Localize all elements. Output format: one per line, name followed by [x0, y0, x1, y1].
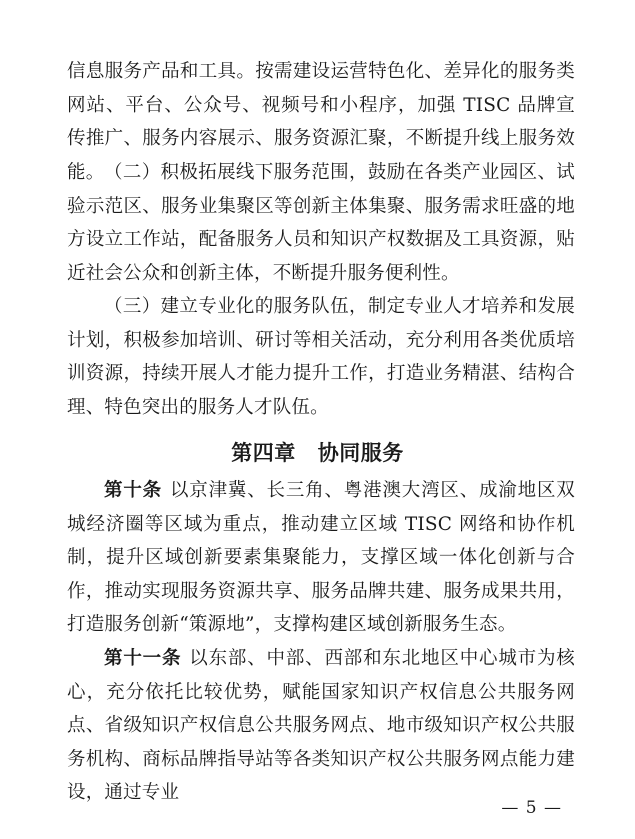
paragraph-item-2: （二）积极拓展线下服务范围，鼓励在各类产业园区、试验示范区、服务业集聚区等创新主体集聚、服务需求旺盛的地方设立工作站，配备服务人员和知识产权数据及工具资源，贴近社会公众和创新主体，不断提升服务便利性。	[67, 162, 575, 284]
page-number: — 5 —	[501, 798, 562, 818]
chapter-title-text: 协同服务	[317, 441, 404, 465]
chapter-heading	[0, 436, 635, 470]
article-11	[67, 642, 575, 810]
paragraph-continuation: 信息服务产品和工具。按需建设运营特色化、差异化的服务类网站、平台、公众号、视频号和小程序，加强 TISC 品牌宣传推广、服务内容展示、服务资源汇聚，不断提升线上服务效能。	[67, 61, 575, 183]
article-10-text: 以京津冀、长三角、粤港澳大湾区、成渝地区双城经济圈等区域为重点，推动建立区域 TISC 网络和协作机制，提升区域创新要素集聚能力，支撑区域一体化创新与合作，推动实现服务资源共享、服务品牌共建、服务成果共用，打造服务创新“策源地”，支撑构建区域创新服务生态。	[67, 480, 575, 635]
article-10	[67, 474, 575, 642]
paragraph-item-3: （三）建立专业化的服务队伍，制定专业人才培养和发展计划，积极参加培训、研讨等相关活动，充分利用各类优质培训资源，持续开展人才能力提升工作，打造业务精湛、结构合理、特色突出的服务人才队伍。	[67, 296, 575, 418]
article-11-text: 以东部、中部、西部和东北地区中心城市为核心，充分依托比较优势，赋能国家知识产权信息公共服务网点、省级知识产权信息公共服务网点、地市级知识产权公共服务机构、商标品牌指导站等各类知识产权公共服务网点能力建设，通过专业	[67, 648, 575, 803]
chapter-number: 第四章	[231, 441, 296, 465]
article-11-label: 第十一条	[104, 648, 182, 669]
article-10-label: 第十条	[104, 480, 162, 501]
